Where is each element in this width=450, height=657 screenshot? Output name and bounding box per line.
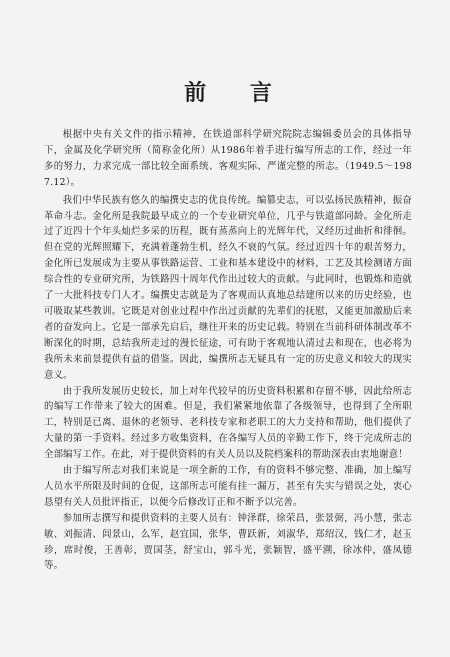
paragraph-3: 由于我所发展历史较长，加上对年代较早的历史资料积累和存留不够，因此给所志的编写工作带来了较大的困难。但是，我们紧紧地依靠了各级领导，也得到了全所职工，特别是已离、退休的老领导、老科技专家和老职工的大力支持和帮助，他们提供了大量的第一手资料。经过多方收集资料，在各编写人员的辛勤工作下，终于完成所志的全部编写工作。在此，对于提供资料的有关人员以及院档案科的帮助深表由衷地谢意！ xyxy=(44,385,412,461)
paragraph-4: 由于编写所志对我们来说是一项全新的工作，有的资料不够完整、准确，加上编写人员水平所限及时间的仓促，这部所志可能有挂一漏万，甚至有失实与错误之处，衷心恳望有关人员批评指正，以便今后修改订正和不断予以完善。 xyxy=(44,465,412,508)
paragraph-2: 我们中华民族有悠久的编撰史志的优良传统。编篡史志，可以弘扬民族精神，振奋革命斗志。金化所是我院最早成立的一个专业研究单位，几乎与铁道部同龄。金化所走过了近四十个年头灿烂多采的历程，既有蒸蒸向上的光辉年代，又经历过曲折和徘徊。但在党的光辉照耀下，充满着蓬勃生机，经久不衰的气氛。经过近四十年的艰苦努力，金化所已发展成为主要从事铁路运营、工业和基本建设中的材料，工艺及其检测诸方面综合性的专业研究所，为铁路四十周年代作出过较大的贡献。与此同时，也锻炼和造就了一大批科技专门人才。编撰史志就是为了客观而认真地总结建所以来的历史经验，也可吸取某些教训。它既是对创业过程中作出过贡献的先辈们的抚慰，又能更加激励后来者的奋发向上。它是一部承先启后，继往开来的历史记载。特别在当前科研体制改革不断深化的时期，总结我所走过的漫长征途，可有助于客观地认清过去和现在，也必将为我所未来前景提供有益的借鉴。因此，编撰所志无疑具有一定的历史意义和较大的现实意义。 xyxy=(44,194,412,381)
paragraph-5: 参加所志撰写和提供资料的主要人员有：钟泽群，徐荣昌，张景弼，冯小慧，张志敏、刘振清、闾景山，么军，赵宜国，张华，曹跃新，刘淑华，郑绍汉，钱仁才，赵玉珍，席时俊，王善彰，贾国茎，舒宝山，郭斗光，张颖智，盛平溯，徐冰仲，盛凤德等。 xyxy=(44,512,412,572)
paragraph-1: 根据中央有关文件的指示精神，在铁道部科学研究院院志编辑委员会的具体指导下，金属及化学研究所（简称金化所）从1986年着手进行编写所志的工作，经过一年多的努力，力求完成一部比较全面系统、客观实际、严谨完整的所志。（1949.5～1987.12）。 xyxy=(44,129,412,188)
page-title: 前 言 xyxy=(184,80,290,106)
